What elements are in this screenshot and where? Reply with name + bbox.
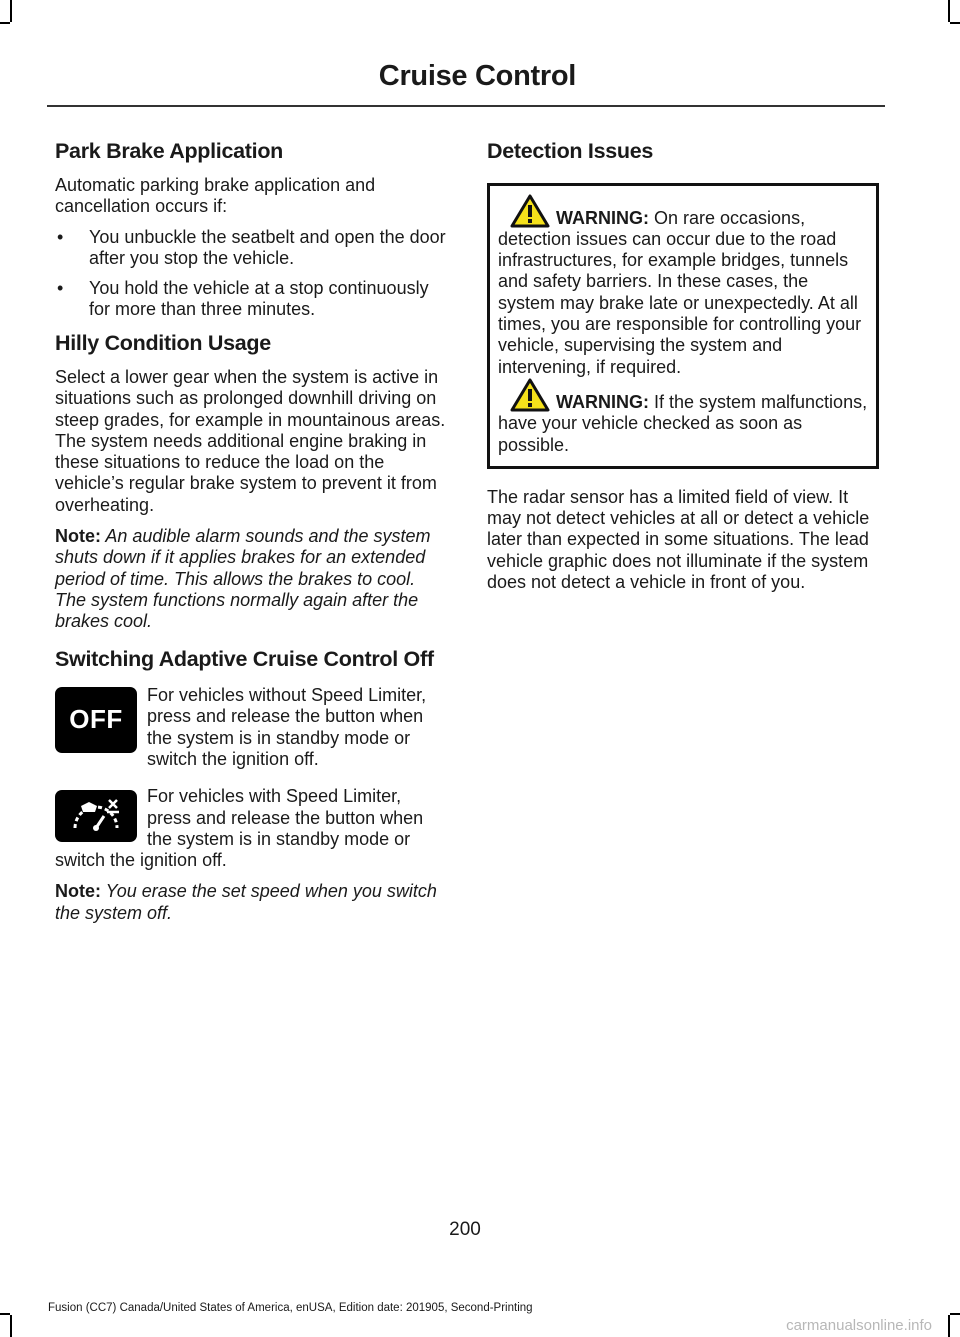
left-column bbox=[55, 140, 447, 934]
warning-label: WARNING: bbox=[556, 207, 649, 228]
warning-triangle-icon bbox=[510, 194, 550, 228]
speed-limiter-icon bbox=[55, 790, 137, 842]
note-label: Note: bbox=[55, 881, 101, 902]
warning-box bbox=[487, 183, 879, 469]
crop-mark bbox=[10, 1315, 12, 1337]
section-heading: Park Brake Application bbox=[55, 139, 283, 163]
section-heading: Detection Issues bbox=[487, 139, 654, 163]
warning-triangle-icon bbox=[510, 378, 550, 412]
header-divider bbox=[47, 105, 885, 107]
note-text: You erase the set speed when you switch the system off. bbox=[55, 881, 437, 923]
switching-off-section bbox=[55, 648, 447, 924]
crop-mark bbox=[950, 1313, 960, 1315]
paragraph: The radar sensor has a limited field of view. It may not detect vehicles at all or detect a vehicle later than expected in some situations. The lead vehicle graphic does not illuminate if the system does not detect a vehicle in front of you. bbox=[487, 486, 870, 593]
section-heading: Switching Adaptive Cruise Control Off bbox=[55, 647, 434, 672]
crop-mark bbox=[0, 22, 10, 24]
crop-mark bbox=[0, 1313, 10, 1315]
watermark[interactable]: carmanualsonline.info bbox=[786, 1317, 932, 1334]
list-item: • You unbuckle the seatbelt and open the door after you stop the vehicle. bbox=[57, 227, 446, 269]
hilly-condition-section bbox=[55, 332, 447, 632]
detection-issues-section bbox=[487, 140, 879, 593]
note-text: An audible alarm sounds and the system shuts down if it applies brakes for an extended period of time. This allows the brakes to cool. The system functions normally again after the brakes cool. bbox=[55, 525, 431, 632]
note bbox=[55, 881, 447, 924]
paragraph: Automatic parking brake application and cancellation occurs if: bbox=[55, 174, 376, 216]
warning-text: WARNING: On rare occasions, detection issues can occur due to the road infrastructures, for example bridges, tunnels and safety barriers. In these cases, the system may brake late or unexpectedly. At all times, you are responsible for controlling your vehicle, supervising the system and intervening, if required. bbox=[498, 194, 868, 378]
note-label: Note: bbox=[55, 525, 101, 546]
warning-text: WARNING: If the system malfunctions, have your vehicle checked as soon as possible. bbox=[498, 378, 868, 456]
warning-label: WARNING: bbox=[556, 391, 649, 412]
edition-footer: Fusion (CC7) Canada/United States of America, enUSA, Edition date: 201905, Second-Printing bbox=[48, 1302, 533, 1314]
crop-mark bbox=[948, 1315, 950, 1337]
page-title: Cruise Control bbox=[378, 60, 576, 92]
park-brake-section bbox=[55, 140, 447, 320]
paragraph: Select a lower gear when the system is active in situations such as prolonged downhill driving on steep grades, for example in mountainous areas. The system needs additional engine braking in these situations to reduce the load on the vehicle’s regular brake system to prevent it from overheating. bbox=[55, 366, 446, 515]
paragraph: For vehicles with Speed Limiter, press and release the button when the system is in standby mode or switch the ignition off. bbox=[55, 786, 424, 871]
bullet-icon: • bbox=[57, 277, 64, 298]
note bbox=[55, 526, 447, 632]
bullet-icon: • bbox=[57, 227, 64, 248]
list-item: • You hold the vehicle at a stop continuously for more than three minutes. bbox=[57, 277, 429, 320]
crop-mark bbox=[948, 0, 950, 22]
section-heading: Hilly Condition Usage bbox=[55, 331, 271, 356]
crop-mark bbox=[950, 22, 960, 24]
page-number: 200 bbox=[449, 1219, 481, 1240]
off-button-icon: OFF bbox=[55, 687, 137, 753]
right-column bbox=[487, 140, 879, 603]
paragraph: OFF For vehicles without Speed Limiter, press and release the button when the system is in standby mode or switch the ignition off. bbox=[55, 685, 447, 770]
bullet-list bbox=[55, 227, 447, 320]
crop-mark bbox=[10, 0, 12, 22]
